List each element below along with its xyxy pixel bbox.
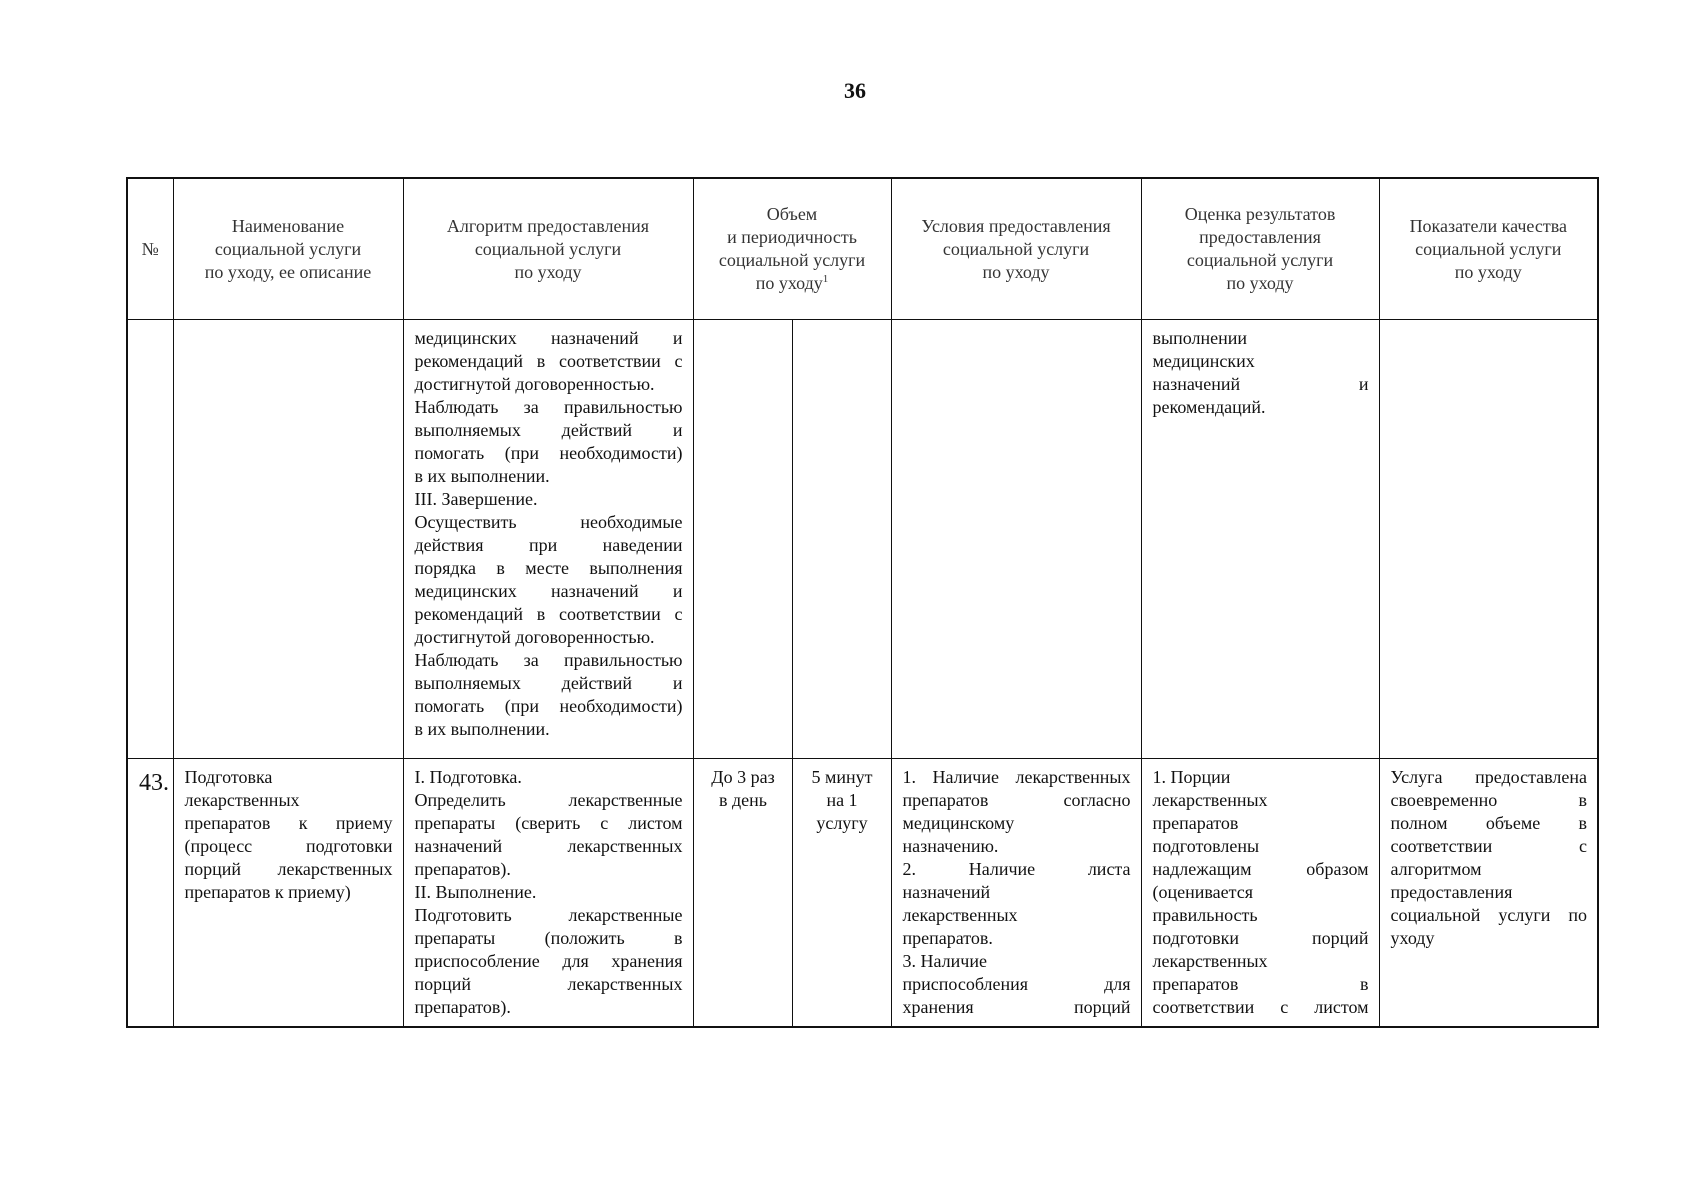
cell-quality: Услуга предоставлена своевременно в полном объеме в соответствии с алгоритмом предоставления социальной услуги по уходу bbox=[1379, 759, 1598, 1028]
cell-conditions: 1. Наличие лекарственных препаратов согласно медицинскому назначению. 2. Наличие листа назначений лекарственных препаратов. 3. Наличие приспособления для хранения порций bbox=[891, 759, 1141, 1028]
header-volume-last: по уходу$^1$ bbox=[755, 273, 829, 293]
cell-num: 43. bbox=[127, 759, 173, 1028]
cell-algorithm: медицинских назначений и рекомендаций в соответствии с достигнутой договоренностью. Наблюдать за правильностью выполняемых действий и помогать (при необходимости) в их выполнении. III. Завершение. Осуществить необходимые действия при наведении порядка в месте выполнения медицинских назначений и рекомендаций в соответствии с достигнутой договоренностью. Наблюдать за правильностью выполняемых действий и помогать (при необходимости) в их выполнении. bbox=[403, 320, 693, 759]
cell-name bbox=[173, 320, 403, 759]
cell-evaluation: выполнении медицинских назначений и рекомендаций. bbox=[1141, 320, 1379, 759]
table-row-continuation bbox=[127, 320, 1598, 759]
header-conditions: Условия предоставления социальной услуги по уходу bbox=[891, 178, 1141, 320]
cell-frequency bbox=[693, 320, 792, 759]
cell-algorithm: I. Подготовка. Определить лекарственные препараты (сверить с листом назначений лекарственных препаратов). II. Выполнение. Подготовить лекарственные препараты (положить в приспособление для хранения порций лекарственных препаратов). bbox=[403, 759, 693, 1028]
cell-evaluation: 1. Порции лекарственных препаратов подготовлены надлежащим образом (оценивается правильность подготовки порций лекарственных препаратов в соответствии с листом bbox=[1141, 759, 1379, 1028]
page-number: 36 bbox=[844, 78, 866, 103]
header-num: № bbox=[127, 178, 173, 320]
header-quality: Показатели качества социальной услуги по уходу bbox=[1379, 178, 1598, 320]
cell-num bbox=[127, 320, 173, 759]
cell-quality bbox=[1379, 320, 1598, 759]
header-name: Наименование социальной услуги по уходу, ее описание bbox=[173, 178, 403, 320]
cell-duration: 5 минут на 1 услугу bbox=[792, 759, 891, 1028]
footnote-marker: 1 bbox=[822, 273, 829, 285]
header-row bbox=[127, 178, 1598, 320]
header-evaluation: Оценка результатов предоставления социальной услуги по уходу bbox=[1141, 178, 1379, 320]
cell-duration bbox=[792, 320, 891, 759]
cell-name: Подготовка лекарственных препаратов к приему (процесс подготовки порций лекарственных препаратов к приему) bbox=[173, 759, 403, 1028]
cell-conditions bbox=[891, 320, 1141, 759]
header-volume: Объем и периодичность социальной услуги по уходу$^1$ bbox=[693, 178, 891, 320]
services-table bbox=[126, 177, 1599, 1028]
cell-frequency: До 3 раз в день bbox=[693, 759, 792, 1028]
header-algorithm: Алгоритм предоставления социальной услуги по уходу bbox=[403, 178, 693, 320]
table-row-43 bbox=[127, 759, 1598, 1028]
